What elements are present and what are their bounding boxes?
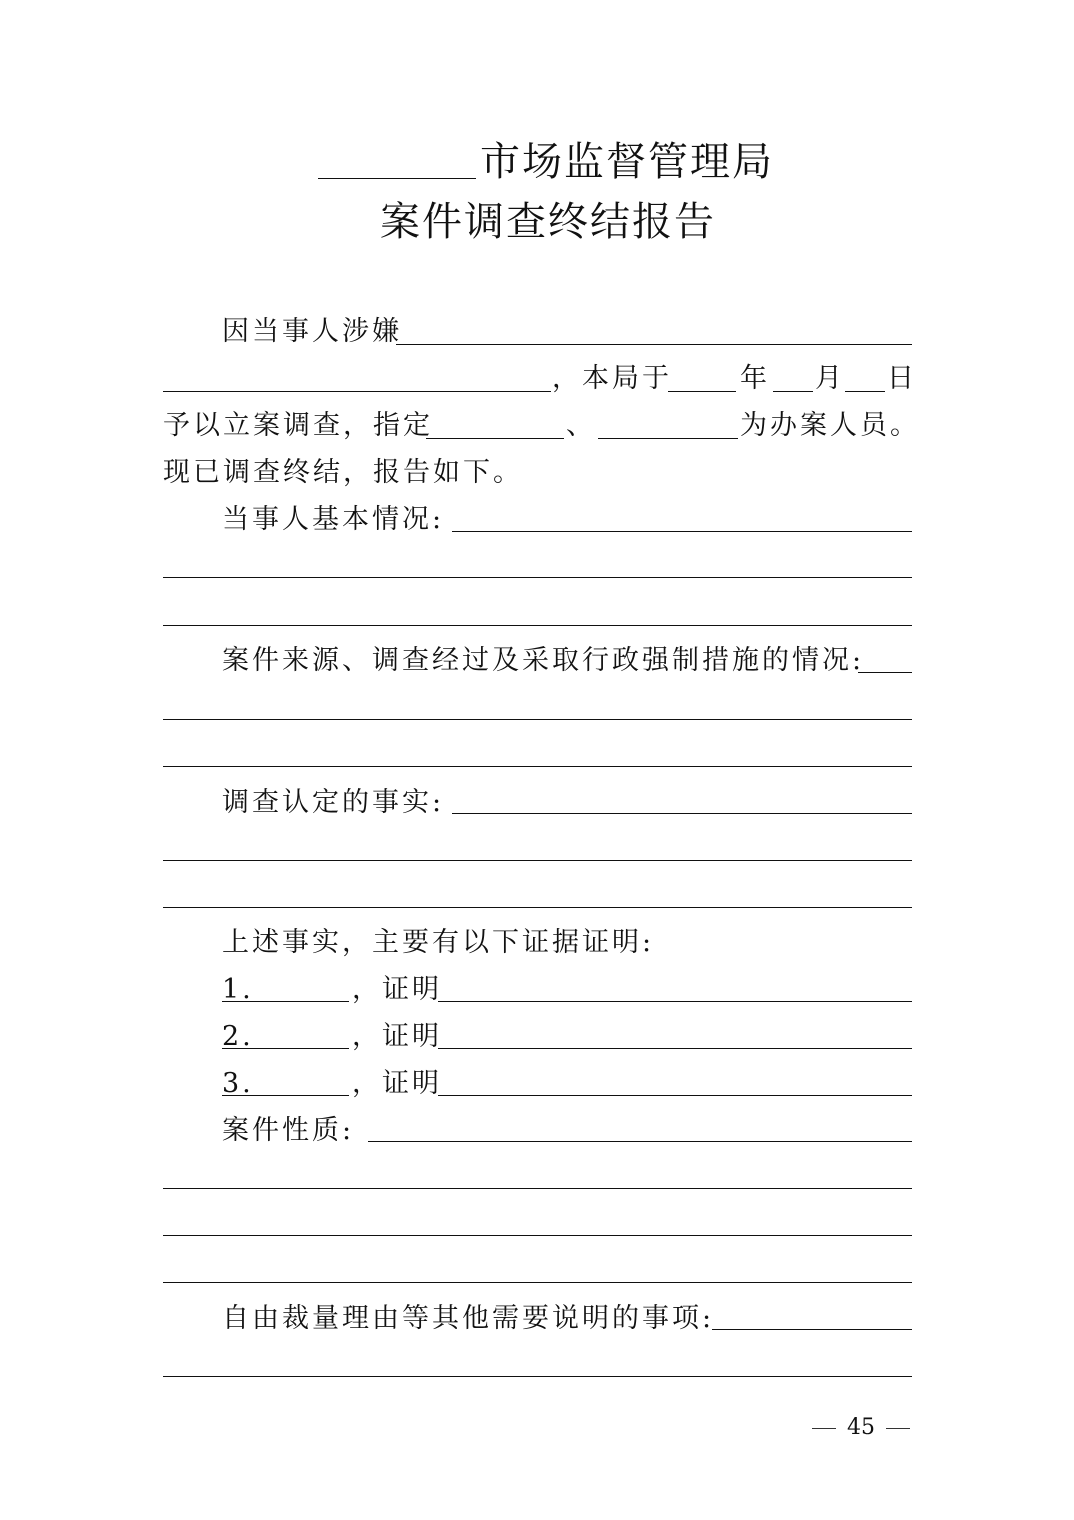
intro-suspected-label: 因当事人涉嫌 xyxy=(222,316,402,347)
page-number-dash-left xyxy=(812,1428,836,1429)
officer-separator: 、 xyxy=(566,410,596,441)
bureau-on-label: ，本局于 xyxy=(552,363,672,394)
report-intro-text: 现已调查终结，报告如下。 xyxy=(163,457,523,488)
evidence-item-label: ，证明 xyxy=(352,974,442,1005)
discretion-line[interactable] xyxy=(163,1376,912,1377)
designate-label: 予以立案调查，指定 xyxy=(163,410,433,441)
case-nature-label: 案件性质: xyxy=(222,1115,355,1146)
party-info-blank[interactable] xyxy=(452,531,912,532)
title-line2: 案件调查终结报告 xyxy=(380,199,716,245)
evidence-item-blank[interactable] xyxy=(222,1001,349,1002)
case-source-line[interactable] xyxy=(163,719,912,720)
facts-line[interactable] xyxy=(163,907,912,908)
facts-blank[interactable] xyxy=(452,813,912,814)
case-nature-line[interactable] xyxy=(163,1282,912,1283)
year-label: 年 xyxy=(740,363,770,394)
evidence-item-number: 1. xyxy=(222,974,254,1005)
facts-line[interactable] xyxy=(163,860,912,861)
discretion-blank[interactable] xyxy=(712,1329,912,1330)
case-source-line[interactable] xyxy=(163,766,912,767)
evidence-item-number: 2. xyxy=(222,1021,254,1052)
case-nature-line[interactable] xyxy=(163,1188,912,1189)
evidence-proves-blank[interactable] xyxy=(438,1001,912,1002)
case-officers-label: 为办案人员。 xyxy=(740,410,920,441)
evidence-item-blank[interactable] xyxy=(222,1048,349,1049)
agency-name-blank[interactable] xyxy=(318,178,476,179)
page-number-dash-right xyxy=(886,1428,910,1429)
suspected-violation-blank[interactable] xyxy=(396,344,912,345)
evidence-intro: 上述事实，主要有以下证据证明: xyxy=(222,927,655,958)
year-blank[interactable] xyxy=(668,391,736,392)
day-blank[interactable] xyxy=(845,391,885,392)
evidence-item-blank[interactable] xyxy=(222,1095,349,1096)
title-line1: 市场监督管理局 xyxy=(480,139,774,185)
day-label: 日 xyxy=(887,363,917,394)
evidence-proves-blank[interactable] xyxy=(438,1095,912,1096)
evidence-item-label: ，证明 xyxy=(352,1068,442,1099)
month-label: 月 xyxy=(815,363,845,394)
page-number: 45 xyxy=(847,1415,875,1440)
officer2-blank[interactable] xyxy=(598,438,738,439)
evidence-item-number: 3. xyxy=(222,1068,254,1099)
facts-label: 调查认定的事实: xyxy=(222,787,445,818)
party-info-label: 当事人基本情况: xyxy=(222,504,445,535)
suspected-violation-blank-cont[interactable] xyxy=(163,391,551,392)
discretion-label: 自由裁量理由等其他需要说明的事项: xyxy=(222,1303,715,1334)
officer1-blank[interactable] xyxy=(426,438,564,439)
party-info-line[interactable] xyxy=(163,625,912,626)
case-source-label: 案件来源、调查经过及采取行政强制措施的情况: xyxy=(222,645,865,676)
evidence-item-label: ，证明 xyxy=(352,1021,442,1052)
month-blank[interactable] xyxy=(773,391,813,392)
case-nature-line[interactable] xyxy=(163,1235,912,1236)
evidence-proves-blank[interactable] xyxy=(438,1048,912,1049)
case-source-blank[interactable] xyxy=(858,672,912,673)
party-info-line[interactable] xyxy=(163,577,912,578)
case-nature-blank[interactable] xyxy=(368,1141,912,1142)
